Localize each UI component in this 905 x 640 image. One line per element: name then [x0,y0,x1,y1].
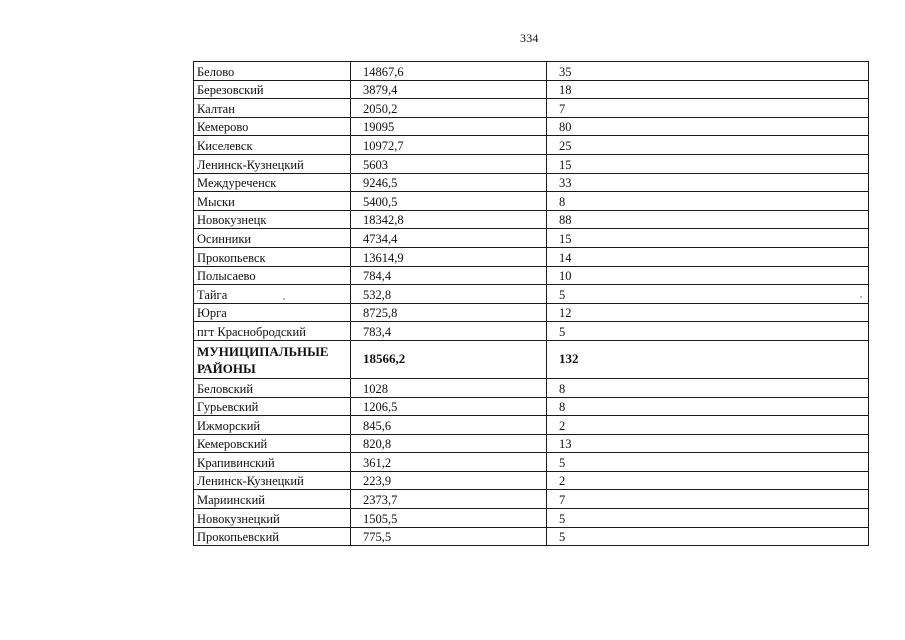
table-row [194,303,869,322]
row-count: 12 [547,303,869,322]
table-row [194,453,869,472]
section-name: МУНИЦИПАЛЬНЫЕ РАЙОНЫ [194,340,351,378]
row-name: пгт Краснобродский [194,322,351,341]
row-value: 845,6 [351,416,547,435]
table-row [194,490,869,509]
table-row [194,117,869,136]
row-value: 532,8 [351,285,547,304]
table-row [194,434,869,453]
row-name: Юрга [194,303,351,322]
table-row [194,136,869,155]
row-count: 8 [547,192,869,211]
row-value: 2050,2 [351,99,547,118]
row-name: Белово [194,62,351,81]
row-value: 223,9 [351,471,547,490]
row-name: Тайга [194,285,351,304]
row-name: Междуреченск [194,173,351,192]
table-row [194,247,869,266]
row-name: Новокузнецк [194,210,351,229]
row-name: Киселевск [194,136,351,155]
table-row [194,471,869,490]
page-number: 334 [520,31,539,45]
row-name: Прокопьевский [194,527,351,546]
section-count: 132 [547,340,869,378]
table-row [194,378,869,397]
data-table [193,61,869,546]
table-row [194,99,869,118]
row-name: Ленинск-Кузнецкий [194,471,351,490]
table-row [194,322,869,341]
row-name: Прокопьевск [194,247,351,266]
table-body [194,62,869,546]
table-row [194,62,869,81]
scan-speck [860,296,862,298]
row-name: Осинники [194,229,351,248]
row-count: 5 [547,322,869,341]
row-name: Ижморский [194,416,351,435]
row-value: 361,2 [351,453,547,472]
row-count: 8 [547,397,869,416]
row-count: 33 [547,173,869,192]
row-value: 2373,7 [351,490,547,509]
row-value: 1505,5 [351,509,547,528]
row-value: 13614,9 [351,247,547,266]
row-count: 2 [547,416,869,435]
row-name: Березовский [194,80,351,99]
row-name: Мыски [194,192,351,211]
row-count: 80 [547,117,869,136]
row-count: 10 [547,266,869,285]
row-count: 88 [547,210,869,229]
table-row [194,210,869,229]
row-count: 7 [547,99,869,118]
row-count: 2 [547,471,869,490]
row-name: Мариинский [194,490,351,509]
row-name: Кемерово [194,117,351,136]
table-row [194,229,869,248]
row-value: 5400,5 [351,192,547,211]
row-name: Калтан [194,99,351,118]
row-value: 5603 [351,154,547,173]
table-row [194,80,869,99]
row-count: 15 [547,229,869,248]
table-row [194,416,869,435]
row-value: 1206,5 [351,397,547,416]
row-value: 820,8 [351,434,547,453]
row-value: 3879,4 [351,80,547,99]
row-value: 18342,8 [351,210,547,229]
row-value: 19095 [351,117,547,136]
table-row [194,285,869,304]
row-count: 15 [547,154,869,173]
row-count: 13 [547,434,869,453]
row-name: Беловский [194,378,351,397]
table-row [194,173,869,192]
row-value: 8725,8 [351,303,547,322]
row-name: Гурьевский [194,397,351,416]
scan-speck [283,298,285,300]
table-row [194,192,869,211]
row-count: 18 [547,80,869,99]
row-value: 4734,4 [351,229,547,248]
section-value: 18566,2 [351,340,547,378]
row-count: 5 [547,285,869,304]
row-name: Крапивинский [194,453,351,472]
table-row [194,397,869,416]
row-count: 7 [547,490,869,509]
row-count: 14 [547,247,869,266]
row-value: 783,4 [351,322,547,341]
table-row [194,527,869,546]
row-count: 5 [547,453,869,472]
row-value: 9246,5 [351,173,547,192]
row-value: 1028 [351,378,547,397]
row-count: 25 [547,136,869,155]
row-count: 5 [547,509,869,528]
row-value: 784,4 [351,266,547,285]
row-count: 8 [547,378,869,397]
row-value: 775,5 [351,527,547,546]
row-name: Кемеровский [194,434,351,453]
row-count: 35 [547,62,869,81]
table-row [194,509,869,528]
row-value: 10972,7 [351,136,547,155]
row-value: 14867,6 [351,62,547,81]
row-name: Полысаево [194,266,351,285]
row-count: 5 [547,527,869,546]
row-name: Новокузнецкий [194,509,351,528]
section-header-row [194,340,869,378]
row-name: Ленинск-Кузнецкий [194,154,351,173]
table-row [194,154,869,173]
table-row [194,266,869,285]
